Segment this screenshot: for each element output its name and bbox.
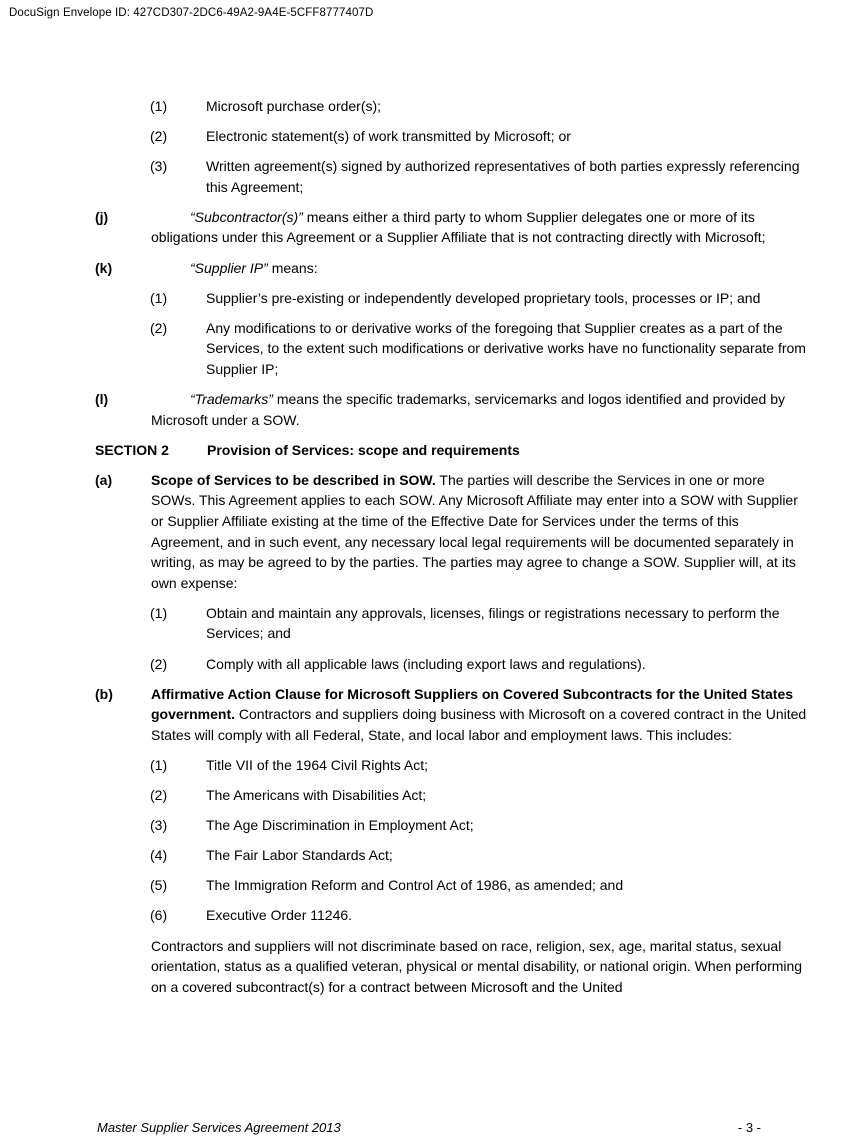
list-item-k-2 [150,318,808,380]
docusign-envelope-id: DocuSign Envelope ID: 427CD307-2DC6-49A2-9A4E-5CFF8777407D [9,7,374,19]
list-item-b-6 [150,905,808,926]
list-item-intro-2 [150,126,808,147]
clause-heading: Scope of Services to be described in SOW. [151,471,436,488]
definition-label: (l) [95,391,109,408]
list-item-number: (2) [150,787,168,804]
list-item-k-1 [150,288,808,309]
list-item-number: (3) [150,817,168,834]
list-item-text: Supplier’s pre-existing or independently developed proprietary tools, processes or IP; and [206,289,761,306]
list-item-number: (1) [150,98,168,114]
list-item-text: Title VII of the 1964 Civil Rights Act; [206,756,429,773]
list-item-text: Electronic statement(s) of work transmitted by Microsoft; or [206,128,571,145]
list-item-intro-3 [150,156,808,197]
clause-label: (b) [95,685,113,702]
clause-b [95,684,808,746]
footer-document-title: Master Supplier Services Agreement 2013 [97,1120,341,1135]
list-item-b-1 [150,755,808,776]
list-item-text: The Fair Labor Standards Act; [206,847,393,864]
clause-text: Contractors and suppliers doing business with Microsoft on a covered contract in the United States will comply with all Federal, State, and local labor and employment laws. This includes: [151,706,807,743]
list-item-number: (2) [150,319,168,336]
list-item-a-2 [150,654,808,675]
list-item-text: The Immigration Reform and Control Act of 1986, as amended; and [206,877,624,894]
clause-heading: Affirmative Action Clause for Microsoft Suppliers on Covered Subcontracts for the United States government. [151,685,794,723]
list-item-number: (3) [150,158,168,175]
list-item-number: (1) [150,289,168,306]
definition-term: “Subcontractor(s)” [190,208,303,225]
definition-body [151,389,808,430]
list-item-intro-1 [150,96,808,117]
section-2-heading [95,440,808,461]
list-item-b-3 [150,815,808,836]
clause-a [95,470,808,594]
clause-body [151,684,808,746]
list-item-text: Any modifications to or derivative works of the foregoing that Supplier creates as a part of the Services, to the extent such modifications or derivative works have no functionality separate from Supplier IP; [206,319,806,377]
definition-j [95,207,808,248]
closing-paragraph: Contractors and suppliers will not discriminate based on race, religion, sex, age, marital status, sexual orientation, status as a qualified veteran, physical or mental disability, or national origin. When performing on a covered subcontract(s) for a contract between Microsoft and the United [151,937,803,995]
list-item-text: Obtain and maintain any approvals, licenses, filings or registrations necessary to perform the Services; and [206,604,780,642]
definition-term: “Trademarks” [190,391,273,408]
definition-label: (k) [95,259,113,276]
definition-l [95,389,808,430]
footer-page-number: - 3 - [737,1120,761,1135]
list-item-text: Executive Order 11246. [206,907,353,924]
list-item-number: (1) [150,756,168,773]
list-item-b-5 [150,875,808,896]
list-item-number: (5) [150,877,168,894]
list-item-number: (4) [150,847,168,864]
list-item-number: (2) [150,655,168,672]
list-item-text: Comply with all applicable laws (including export laws and regulations). [206,655,646,672]
definition-body [151,207,808,248]
clause-text: The parties will describe the Services in one or more SOWs. This Agreement applies to each SOW. Any Microsoft Affiliate may enter into a SOW with Supplier or Supplier Affiliate existing at the time of the Effective Date for Services under the terms of this Agreement, and in such event, any necessary local legal requirements will be documented separately in writing, as may be agreed to by the parties. The parties may agree to change a SOW. Supplier will, at its own expense: [151,471,798,591]
definition-label: (j) [95,208,109,225]
clause-body [151,470,808,594]
list-item-text: Written agreement(s) signed by authorized representatives of both parties expressly referencing this Agreement; [206,158,800,195]
definition-text: means either a third party to whom Supplier delegates one or more of its obligations under this Agreement or a Supplier Affiliate that is not contracting directly with Microsoft; [151,208,766,246]
list-item-a-1 [150,603,808,644]
list-item-b-2 [150,785,808,806]
definition-term: “Supplier IP” [190,259,268,276]
list-item-text: The Age Discrimination in Employment Act; [206,817,474,834]
definition-text: means the specific trademarks, servicemarks and logos identified and provided by Microsoft under a SOW. [151,391,786,428]
page-content [95,96,808,1007]
section-title: Provision of Services: scope and requirements [207,441,520,458]
list-item-b-4 [150,845,808,866]
clause-label: (a) [95,471,113,488]
list-item-number: (6) [150,907,168,924]
list-item-number: (2) [150,128,168,145]
section-label: SECTION 2 [95,441,169,458]
definition-body [151,258,808,279]
page-footer [97,1120,761,1135]
list-item-number: (1) [150,604,168,621]
definition-k [95,258,808,279]
definition-text: means: [267,259,318,276]
list-item-text: The Americans with Disabilities Act; [206,787,427,804]
list-item-text: Microsoft purchase order(s); [206,98,382,114]
